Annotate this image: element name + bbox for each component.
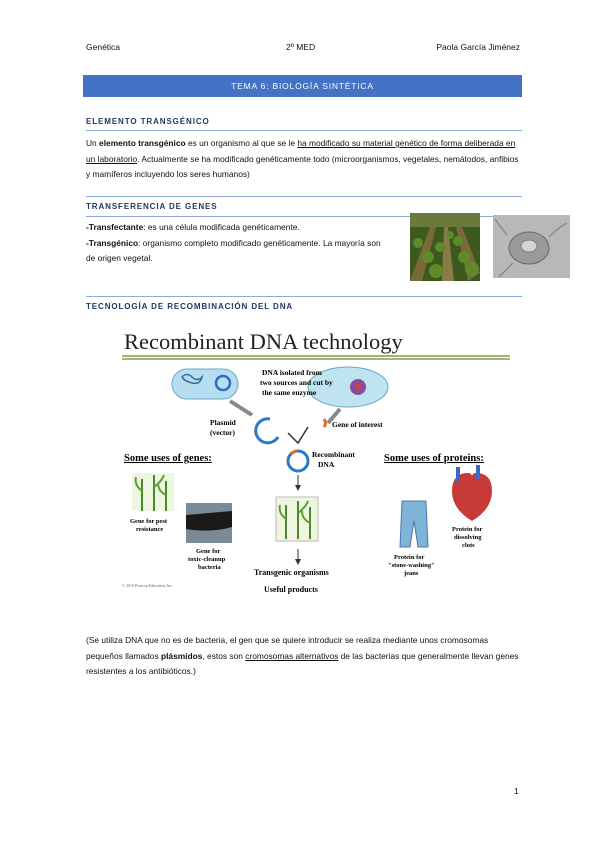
- stone-washing-label: Protein for: [394, 554, 425, 561]
- pest-resistance-label: resistance: [136, 526, 164, 533]
- page-number: 1: [514, 786, 519, 796]
- header-subject: Genética: [86, 42, 121, 52]
- corn-plant-icon: [132, 473, 174, 511]
- plasmid-label: Plasmid: [210, 418, 236, 427]
- section-title-recombinant-dna: TECNOLOGÍA DE RECOMBINACIÓN DEL DNA: [86, 302, 294, 311]
- gene-fragment-icon: [324, 419, 326, 427]
- header-author: Paola García Jiménez: [436, 42, 520, 52]
- recombinant-label: Recombinant: [312, 450, 355, 459]
- topic-banner: TEMA 6: BIOLOGÍA SINTÉTICA: [83, 75, 522, 97]
- figure-title: Recombinant DNA technology: [124, 329, 403, 354]
- toxic-cleanup-label: Gene for: [196, 548, 221, 555]
- stone-washing-label: jeans: [404, 570, 419, 577]
- toxic-cleanup-label: toxic-cleanup: [188, 556, 226, 563]
- oil-spill-icon: [186, 503, 232, 543]
- uses-of-genes-heading: Some uses of genes:: [124, 453, 212, 464]
- bacterium-icon: [172, 369, 238, 399]
- recombinant-label: DNA: [318, 460, 335, 469]
- crop-field-photo: [410, 213, 480, 281]
- transgenic-organisms-label: Transgenic organisms: [254, 568, 329, 577]
- plasmid-note: (Se utiliza DNA que no es de bacteria, el gen que se quiere introducir se realiza mediante unos cromosomas pequeños llamados plásmidos, estos son cromosomas alternativos de las bacterias que generalmente llevan genes resistentes a los antibióticos.): [86, 635, 519, 676]
- section-title-transgenic-element: ELEMENTO TRANSGÉNICO: [86, 117, 210, 126]
- gene-of-interest-label: Gene of interest: [332, 420, 383, 429]
- arrow-icon: [230, 401, 252, 415]
- uses-of-proteins-heading: Some uses of proteins:: [384, 453, 484, 464]
- dissolving-clots-label: dissolving: [454, 534, 482, 541]
- dissolving-clots-label: Protein for: [452, 526, 483, 533]
- transgenic-item: -Transgénico: organismo completo modificado genéticamente. La mayoría son de origen vegetal.: [86, 237, 381, 263]
- stone-washing-label: "stone-washing": [388, 562, 435, 569]
- section-rule: [86, 130, 522, 131]
- useful-products-label: Useful products: [264, 585, 318, 594]
- transgenic-corn-icon: [276, 497, 318, 541]
- plasmid-label: (vector): [210, 428, 235, 437]
- gene-transfer-text: [86, 220, 386, 267]
- dissolving-clots-label: clots: [462, 542, 475, 549]
- dna-isolated-label: two sources and cut by: [260, 378, 333, 387]
- arrow-icon: [295, 559, 301, 565]
- page-header: [86, 42, 520, 56]
- section-title-gene-transfer: TRANSFERENCIA DE GENES: [86, 202, 218, 211]
- pest-resistance-label: Gene for pest: [130, 518, 168, 525]
- plasmid-icon: [256, 419, 278, 443]
- dna-isolated-label: DNA isolated from: [262, 368, 322, 377]
- join-arrows-icon: [288, 427, 308, 443]
- copyright-label: © 2010 Pearson Education, Inc.: [122, 583, 174, 588]
- recombinant-dna-diagram: [112, 315, 532, 600]
- header-course: 2º MED: [286, 42, 316, 52]
- dna-isolated-label: the same enzyme: [262, 388, 317, 397]
- jeans-icon: [400, 501, 428, 547]
- section-rule: [86, 296, 522, 297]
- toxic-cleanup-label: bacteria: [198, 564, 221, 571]
- heart-icon: [452, 465, 492, 521]
- transgenic-definition: Un elemento transgénico es un organismo al que se le ha modificado su material genético de forma deliberada en un laboratorio. Actualmente se ha modificado genéticamente todo (microorganismos, vegetales, nemátodos, anfibios y mamíferos incluyendo los seres humanos): [86, 138, 519, 179]
- transfectant-item: -Transfectante: es una célula modificada genéticamente.: [86, 222, 300, 232]
- cell-micrograph: [493, 215, 570, 278]
- section-rule: [86, 196, 522, 197]
